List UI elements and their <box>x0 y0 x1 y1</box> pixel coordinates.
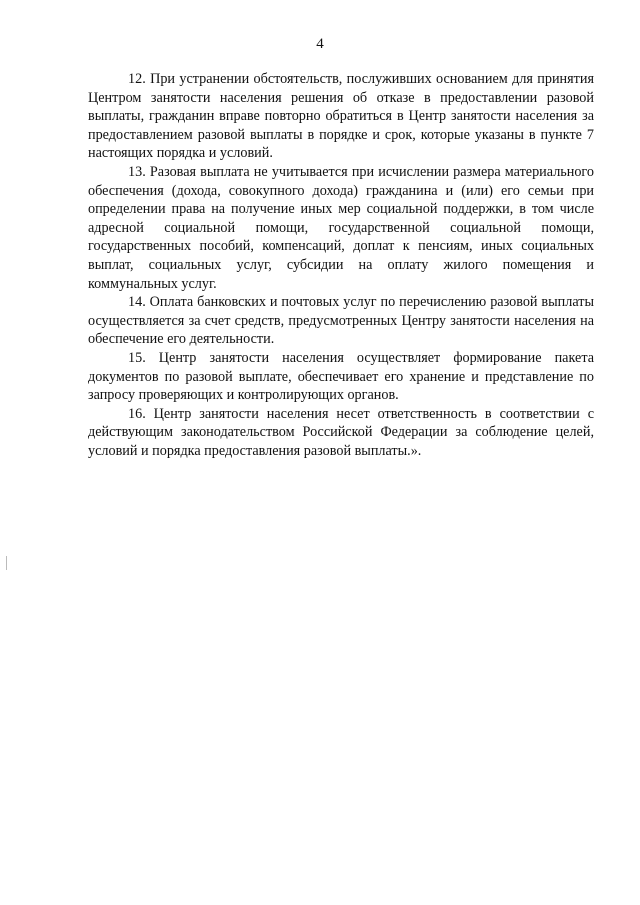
paragraph-13: 13. Разовая выплата не учитывается при исчислении размера материального обеспечения (дохода, совокупного дохода) гражданина и (или) его семьи при определении права на получение иных мер социальной поддержки, в том числе адресной социальной помощи, государственной социальной помощи, государственных пособий, компенсаций, доплат к пенсиям, иных социальных выплат, социальных услуг, субсидии на оплату жилого помещения и коммунальных услуг. <box>88 163 594 292</box>
paragraph-16: 16. Центр занятости населения несет ответственность в соответствии с действующим законодательством Российской Федерации за соблюдение целей, условий и порядка предоставления разовой выплаты.». <box>88 405 594 459</box>
document-body <box>88 70 594 460</box>
page-number: 4 <box>316 36 324 52</box>
scan-margin-mark <box>6 556 11 570</box>
paragraph-12: 12. При устранении обстоятельств, послуживших основанием для принятия Центром занятости населения решения об отказе в предоставлении разовой выплаты, гражданин вправе повторно обратиться в Центр занятости населения за предоставлением разовой выплаты в порядке и срок, которые указаны в пункте 7 настоящих порядка и условий. <box>88 71 594 162</box>
paragraph-15: 15. Центр занятости населения осуществляет формирование пакета документов по разовой выплате, обеспечивает его хранение и представление по запросу проверяющих и контролирующих органов. <box>88 349 594 404</box>
paragraph-14: 14. Оплата банковских и почтовых услуг по перечислению разовой выплаты осуществляется за счет средств, предусмотренных Центру занятости населения на обеспечение его деятельности. <box>88 294 594 348</box>
